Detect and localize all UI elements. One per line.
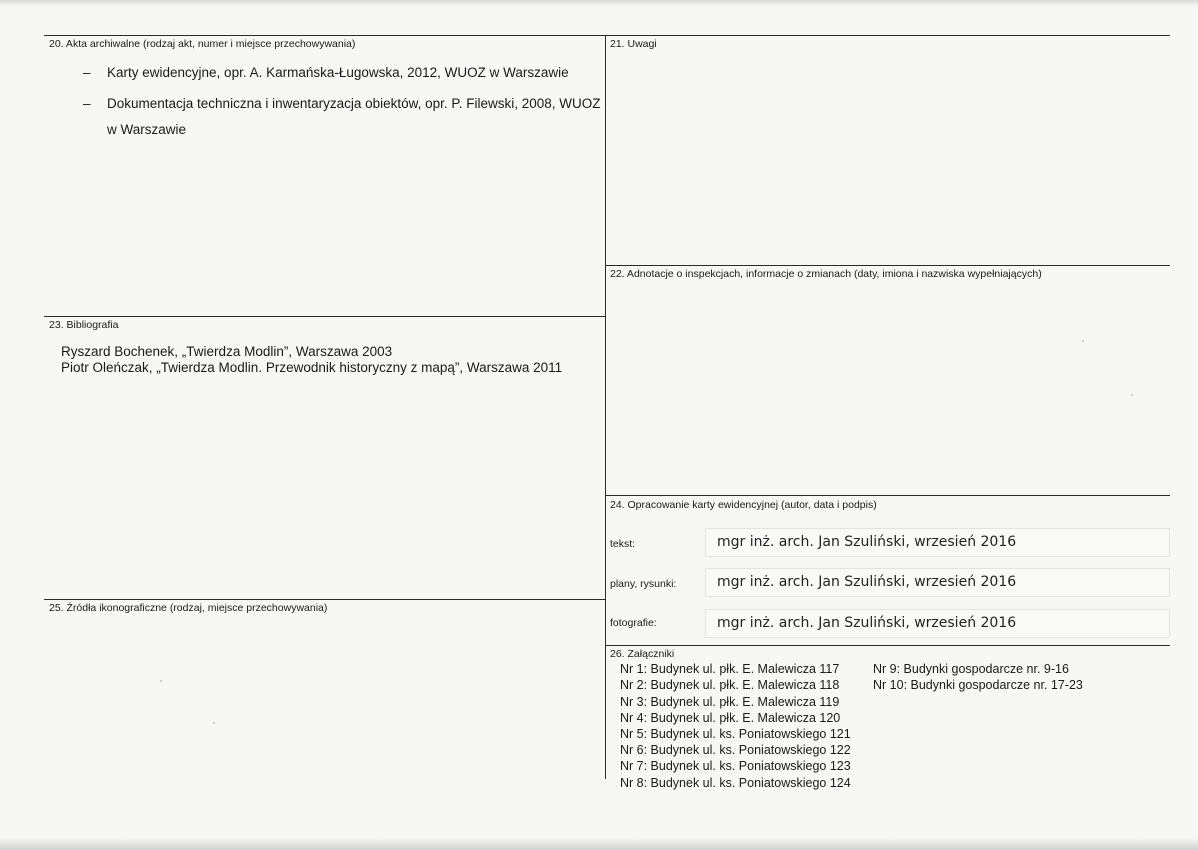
rule-25 (44, 599, 605, 600)
scan-speck (213, 722, 215, 724)
rule-24 (605, 495, 1170, 496)
page-edge-bottom (0, 838, 1198, 850)
field-label-photos: fotografie: (610, 617, 657, 629)
rule-22 (605, 265, 1170, 266)
attachment-item: Nr 2: Budynek ul. płk. E. Malewicza 118 (620, 678, 840, 692)
attachment-item: Nr 5: Budynek ul. ks. Poniatowskiego 121 (620, 727, 851, 741)
attachment-item: Nr 10: Budynki gospodarcze nr. 17-23 (873, 678, 1083, 692)
attachment-item: Nr 4: Budynek ul. płk. E. Malewicza 120 (620, 711, 841, 725)
archive-item-2-line-1: Dokumentacja techniczna i inwentaryzacja obiektów, opr. P. Filewski, 2008, WUOZ (107, 96, 601, 111)
bibliography-line-1: Ryszard Bochenek, „Twierdza Modlin”, Warszawa 2003 (61, 344, 393, 359)
author-photos-field (705, 609, 1170, 638)
author-text-value: mgr inż. arch. Jan Szuliński, wrzesień 2016 (717, 534, 1017, 550)
bullet-dash: – (83, 96, 91, 111)
author-plans-field (705, 568, 1170, 597)
section-20-heading: 20. Akta archiwalne (rodzaj akt, numer i miejsce przechowywania) (49, 38, 356, 50)
section-26-heading: 26. Załączniki (610, 648, 675, 660)
author-photos-value: mgr inż. arch. Jan Szuliński, wrzesień 2016 (717, 615, 1017, 631)
author-text-field (705, 528, 1170, 557)
top-rule (44, 35, 1170, 36)
section-24-heading: 24. Opracowanie karty ewidencyjnej (autor, data i podpis) (610, 499, 877, 511)
bullet-dash: – (83, 65, 91, 80)
scan-speck (160, 680, 162, 682)
bibliography-line-2: Piotr Oleńczak, „Twierdza Modlin. Przewodnik historyczny z mapą”, Warszawa 2011 (61, 360, 563, 375)
rule-23 (44, 316, 605, 317)
attachment-item: Nr 9: Budynki gospodarcze nr. 9-16 (873, 662, 1069, 676)
page-edge-top (0, 0, 1198, 6)
attachment-item: Nr 8: Budynek ul. ks. Poniatowskiego 124 (620, 776, 851, 790)
attachment-item: Nr 7: Budynek ul. ks. Poniatowskiego 123 (620, 759, 851, 773)
rule-26 (605, 645, 1170, 646)
center-divider (605, 35, 606, 779)
scan-speck (1131, 394, 1133, 396)
archive-item-2-line-2: w Warszawie (107, 122, 187, 137)
attachment-item: Nr 6: Budynek ul. ks. Poniatowskiego 122 (620, 743, 851, 757)
archive-item-1: Karty ewidencyjne, opr. A. Karmańska-Ługowska, 2012, WUOZ w Warszawie (107, 65, 569, 80)
section-22-heading: 22. Adnotacje o inspekcjach, informacje o zmianach (daty, imiona i nazwiska wypełniających) (610, 268, 1042, 280)
attachment-item: Nr 3: Budynek ul. płk. E. Malewicza 119 (620, 695, 840, 709)
field-label-text: tekst: (610, 538, 636, 550)
section-23-heading: 23. Bibliografia (49, 319, 119, 331)
author-plans-value: mgr inż. arch. Jan Szuliński, wrzesień 2016 (717, 574, 1017, 590)
scan-speck (1082, 340, 1084, 342)
field-label-plans: plany, rysunki: (610, 578, 677, 590)
attachment-item: Nr 1: Budynek ul. płk. E. Malewicza 117 (620, 662, 840, 676)
section-21-heading: 21. Uwagi (610, 38, 657, 50)
section-25-heading: 25. Źródła ikonograficzne (rodzaj, miejsce przechowywania) (49, 602, 328, 614)
